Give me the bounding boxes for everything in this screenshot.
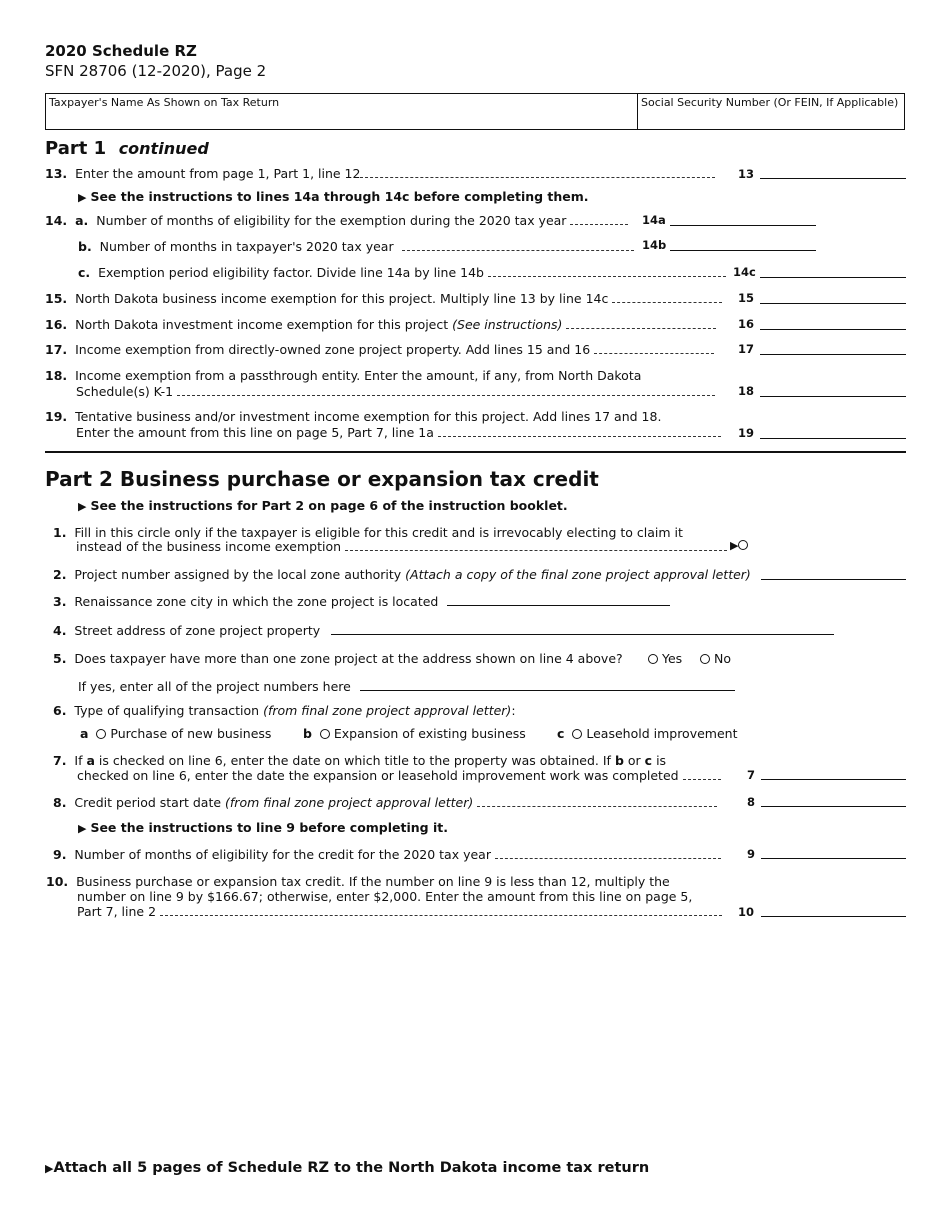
- line-18-input[interactable]: [760, 396, 906, 397]
- p2-line-8: 8. Credit period start date (from final zone project approval letter): [53, 795, 717, 810]
- line-13-label: 13: [738, 167, 755, 181]
- line-15-label: 15: [738, 291, 755, 305]
- line-19-input[interactable]: [760, 438, 906, 439]
- option-a[interactable]: a Purchase of new business: [80, 726, 272, 741]
- line-19-cont: Enter the amount from this line on page 5, Part 7, line 1a: [76, 425, 721, 440]
- line-16: 16. North Dakota investment income exemption for this project (See instructions): [45, 317, 716, 332]
- section-divider: [45, 451, 906, 453]
- line-14b-input[interactable]: [670, 250, 816, 251]
- p2-line-9: 9. Number of months of eligibility for the credit for the 2020 tax year: [53, 847, 721, 862]
- street-address-input[interactable]: [331, 634, 834, 635]
- p2-line-1-cont: instead of the business income exemption: [76, 539, 727, 554]
- line-14b: b. Number of months in taxpayer's 2020 tax year: [78, 239, 634, 254]
- footer-note: ▶Attach all 5 pages of Schedule RZ to the North Dakota income tax return: [45, 1160, 650, 1176]
- form-title: 2020 Schedule RZ: [45, 42, 197, 60]
- project-number-input[interactable]: [761, 579, 906, 580]
- line-14b-label: 14b: [642, 238, 667, 252]
- yes-option[interactable]: Yes: [648, 651, 682, 666]
- line-14c-input[interactable]: [760, 277, 906, 278]
- line-14a: 14. a. Number of months of eligibility for the exemption during the 2020 tax year: [45, 213, 628, 228]
- line-19: 19. Tentative business and/or investment income exemption for this project. Add lines 17 and 18.: [45, 409, 662, 424]
- p2-line-3: 3. Renaissance zone city in which the zone project is located: [53, 594, 439, 609]
- credit-start-date-input[interactable]: [761, 806, 906, 807]
- option-c[interactable]: c Leasehold improvement: [557, 726, 738, 741]
- line-17-input[interactable]: [760, 354, 906, 355]
- p2-line-5: 5. Does taxpayer have more than one zone project at the address shown on line 4 above?: [53, 651, 623, 666]
- instruction-14: ▶ See the instructions to lines 14a through 14c before completing them.: [78, 189, 589, 204]
- line-18-cont: Schedule(s) K-1: [76, 384, 715, 399]
- part2-heading: Part 2 Business purchase or expansion tax credit: [45, 467, 599, 491]
- circle-radio-icon: [738, 540, 748, 550]
- arrow-right-icon: ▶: [45, 1162, 54, 1175]
- circle-radio-icon: [96, 729, 106, 739]
- line-17: 17. Income exemption from directly-owned zone project property. Add lines 15 and 16: [45, 342, 714, 357]
- line-14c-label: 14c: [733, 265, 756, 279]
- line-14a-label: 14a: [642, 213, 666, 227]
- circle-radio-icon: [320, 729, 330, 739]
- line-14c: c. Exemption period eligibility factor. Divide line 14a by line 14b: [78, 265, 726, 280]
- ssn-label: Social Security Number (Or FEIN, If Applicable): [641, 96, 899, 109]
- line-18: 18. Income exemption from a passthrough entity. Enter the amount, if any, from North Dakota: [45, 368, 642, 383]
- line-16-input[interactable]: [760, 329, 906, 330]
- taxpayer-name-field[interactable]: [46, 94, 638, 129]
- instruction-9: ▶ See the instructions to line 9 before completing it.: [78, 820, 448, 835]
- form-subtitle: SFN 28706 (12-2020), Page 2: [45, 62, 267, 80]
- completion-date-input[interactable]: [761, 779, 906, 780]
- zone-city-input[interactable]: [447, 605, 670, 606]
- arrow-right-icon: ▶: [730, 539, 739, 552]
- p2-line-10: 10. Business purchase or expansion tax credit. If the number on line 9 is less than 12, multiply the: [46, 874, 670, 889]
- p2-line-7: 7. If a is checked on line 6, enter the date on which title to the property was obtained. If b or c is: [53, 753, 667, 768]
- circle-radio-icon: [648, 654, 658, 664]
- line-14a-input[interactable]: [670, 225, 816, 226]
- p2-line-2: 2. Project number assigned by the local zone authority (Attach a copy of the final zone project approval letter): [53, 567, 751, 582]
- taxpayer-name-label: Taxpayer's Name As Shown on Tax Return: [49, 96, 280, 109]
- p2-line-7-label: 7: [747, 768, 756, 782]
- credit-months-input[interactable]: [761, 858, 906, 859]
- option-b[interactable]: b Expansion of existing business: [303, 726, 526, 741]
- p2-line-10-cont1: number on line 9 by $166.67; otherwise, enter $2,000. Enter the amount from this line on page 5,: [77, 889, 693, 904]
- part1-heading: Part 1 continued: [45, 138, 209, 159]
- p2-line-9-label: 9: [747, 847, 756, 861]
- election-circle[interactable]: [730, 537, 748, 552]
- line-15: 15. North Dakota business income exemption for this project. Multiply line 13 by line 14c: [45, 291, 722, 306]
- p2-line-8-label: 8: [747, 795, 756, 809]
- p2-line-10-cont2: Part 7, line 2: [77, 904, 722, 919]
- line-13: 13. Enter the amount from page 1, Part 1, line 12: [45, 166, 715, 181]
- tax-credit-input[interactable]: [761, 916, 906, 917]
- p2-line-5-sub: If yes, enter all of the project numbers here: [78, 679, 351, 694]
- ssn-field[interactable]: [638, 94, 904, 129]
- taxpayer-info-box: [45, 93, 905, 130]
- p2-line-10-label: 10: [738, 905, 755, 919]
- p2-line-6: 6. Type of qualifying transaction (from final zone project approval letter):: [53, 703, 516, 718]
- project-numbers-input[interactable]: [360, 690, 735, 691]
- line-16-label: 16: [738, 317, 755, 331]
- circle-radio-icon: [700, 654, 710, 664]
- p2-line-7-cont: checked on line 6, enter the date the expansion or leasehold improvement work was completed: [77, 768, 721, 783]
- circle-radio-icon: [572, 729, 582, 739]
- line-19-label: 19: [738, 426, 755, 440]
- no-option[interactable]: No: [700, 651, 731, 666]
- line-15-input[interactable]: [760, 303, 906, 304]
- line-18-label: 18: [738, 384, 755, 398]
- p2-line-4: 4. Street address of zone project property: [53, 623, 321, 638]
- p2-line-1: 1. Fill in this circle only if the taxpayer is eligible for this credit and is irrevocably electing to claim it: [53, 525, 683, 540]
- line-13-input[interactable]: [760, 178, 906, 179]
- instruction-part2: ▶ See the instructions for Part 2 on page 6 of the instruction booklet.: [78, 498, 568, 513]
- line-17-label: 17: [738, 342, 755, 356]
